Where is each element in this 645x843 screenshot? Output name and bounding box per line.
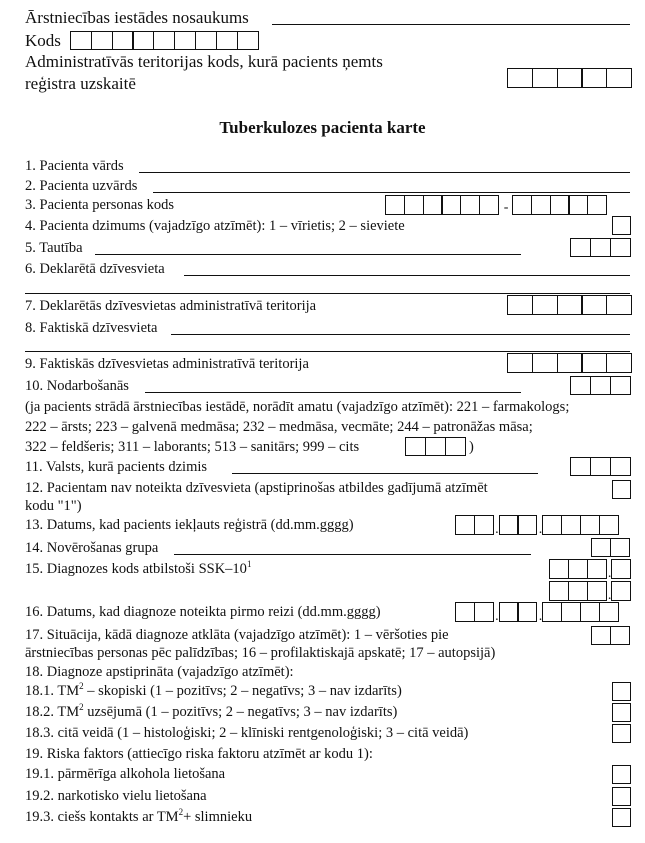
microscopy-box[interactable]: [612, 682, 631, 701]
last-name-line[interactable]: [153, 192, 630, 193]
field-14-label: 14. Novērošanas grupa: [25, 540, 159, 556]
other-method-box[interactable]: [612, 724, 631, 743]
field-5-label: 5. Tautība: [25, 240, 83, 256]
diagnosis-code-boxes-1[interactable]: [549, 559, 631, 579]
institution-name-line[interactable]: [272, 24, 630, 25]
no-residence-box[interactable]: [612, 480, 631, 499]
date-dot: .: [538, 522, 543, 537]
occupation-note-2: 222 – ārsts; 223 – galvenā medmāsa; 232 – medmāsa, vecmāte; 244 – patronāžas māsa;: [25, 419, 533, 435]
diagnosis-date-boxes[interactable]: [455, 602, 619, 622]
footnote-2: 2: [79, 681, 84, 692]
birth-country-line[interactable]: [232, 473, 538, 474]
field-18-2-label: 18.2. $TM^2$ uzsējumā (1 – pozitīvs; 2 – negatīvs; 3 – nav izdarīts): [25, 702, 398, 720]
nationality-boxes[interactable]: [570, 238, 631, 257]
field-16-label: 16. Datums, kad diagnoze noteikta pirmo reizi (dd.mm.gggg): [25, 604, 381, 620]
field-15-label: 15. Diagnozes kods atbilstoši SSK–$10^1$: [25, 559, 252, 577]
page-title: Tuberkulozes pacienta karte: [219, 118, 426, 137]
footnote-2: 2: [79, 702, 84, 713]
field-7-label: 7. Deklarētās dzīvesvietas administratīvā teritorija: [25, 298, 317, 314]
date-dot: .: [495, 522, 499, 537]
alcohol-box[interactable]: [612, 765, 631, 784]
actual-residence-line[interactable]: [171, 334, 630, 335]
date-dot: .: [495, 609, 499, 624]
occupation-note-close: ): [469, 439, 474, 455]
field-6-label: 6. Deklarētā dzīvesvieta: [25, 261, 165, 277]
field-17-label-1: 17. Situācija, kādā diagnoze atklāta (vajadzīgo atzīmēt): 1 – vēršoties pie: [25, 627, 449, 643]
field-9-label: 9. Faktiskās dzīvesvietas administratīvā teritorija: [25, 356, 309, 372]
field-8-label: 8. Faktiskā dzīvesvieta: [25, 320, 158, 336]
contact-box[interactable]: [612, 808, 631, 827]
code-dot: .: [607, 588, 612, 603]
actual-residence-line-2[interactable]: [25, 351, 630, 352]
field-13-label: 13. Datums, kad pacients iekļauts reģistrā (dd.mm.gggg): [25, 517, 354, 533]
admin-code-label-2: reģistra uzskaitē: [25, 74, 136, 93]
observation-group-boxes[interactable]: [591, 538, 630, 557]
occupation-boxes[interactable]: [570, 376, 631, 395]
admin-code-boxes[interactable]: [507, 68, 632, 88]
occupation-code-boxes[interactable]: [405, 437, 466, 456]
code-label: Kods: [25, 31, 61, 50]
field-1-label: 1. Pacienta vārds: [25, 158, 124, 174]
footnote-2: 2: [178, 807, 184, 818]
field-12-label-1: 12. Pacientam nav noteikta dzīvesvieta (apstiprinošas atbildes gadījumā atzīmēt: [25, 480, 488, 496]
field-12-label-2: kodu "1"): [25, 498, 82, 514]
date-dot: .: [538, 609, 543, 624]
registry-date-boxes[interactable]: [455, 515, 619, 535]
field-18-label: 18. Diagnoze apstiprināta (vajadzīgo atzīmēt):: [25, 664, 294, 680]
declared-territory-boxes[interactable]: [507, 295, 632, 315]
birth-country-boxes[interactable]: [570, 457, 631, 476]
drugs-box[interactable]: [612, 787, 631, 806]
occupation-line[interactable]: [145, 392, 521, 393]
field-19-3-label: 19.3. ciešs kontakts ar $TM^2+$ slimnieku: [25, 807, 253, 825]
declared-residence-line-2[interactable]: [25, 293, 630, 294]
gender-box[interactable]: [612, 216, 631, 235]
code-dot: .: [607, 566, 612, 581]
culture-box[interactable]: [612, 703, 631, 722]
field-3-label: 3. Pacienta personas kods: [25, 197, 174, 213]
nationality-line[interactable]: [95, 254, 521, 255]
actual-territory-boxes[interactable]: [507, 353, 632, 373]
personal-code-dash: -: [503, 200, 509, 215]
personal-code-boxes[interactable]: [385, 195, 607, 215]
field-17-label-2: ārstniecības personas pēc palīdzības; 16 – profilaktiskajā apskatē; 17 – autopsijā): [25, 645, 496, 661]
field-10-label: 10. Nodarbošanās: [25, 378, 129, 394]
observation-group-line[interactable]: [174, 554, 531, 555]
field-19-2-label: 19.2. narkotisko vielu lietošana: [25, 788, 207, 804]
field-19-label: 19. Riska faktors (attiecīgo riska faktoru atzīmēt ar kodu 1):: [25, 746, 373, 762]
diagnosis-code-boxes-2[interactable]: [549, 581, 631, 601]
field-18-1-label: 18.1. $TM^2$ – skopiski (1 – pozitīvs; 2 – negatīvs; 3 – nav izdarīts): [25, 681, 402, 699]
first-name-line[interactable]: [139, 172, 630, 173]
field-2-label: 2. Pacienta uzvārds: [25, 178, 138, 194]
institution-label: Ārstniecības iestādes nosaukums: [25, 8, 249, 27]
footnote-1: 1: [246, 559, 252, 570]
occupation-note-3: 322 – feldšeris; 311 – laborants; 513 – sanitārs; 999 – cits: [25, 439, 360, 455]
occupation-note-1: (ja pacients strādā ārstniecības iestādē, norādīt amatu (vajadzīgo atzīmēt): 221 – farmakologs;: [25, 399, 570, 415]
code-boxes[interactable]: [70, 31, 259, 50]
field-18-3-label: 18.3. citā veidā (1 – histoloģiski; 2 – klīniski rentgenoloģiski; 3 – citā veidā): [25, 725, 469, 741]
field-19-1-label: 19.1. pārmērīga alkohola lietošana: [25, 766, 226, 782]
admin-code-label-1: Administratīvās teritorijas kods, kurā pacients ņemts: [25, 52, 383, 71]
detection-situation-boxes[interactable]: [591, 626, 630, 645]
field-4-label: 4. Pacienta dzimums (vajadzīgo atzīmēt): 1 – vīrietis; 2 – sieviete: [25, 218, 405, 234]
declared-residence-line[interactable]: [184, 275, 630, 276]
field-11-label: 11. Valsts, kurā pacients dzimis: [25, 459, 208, 475]
